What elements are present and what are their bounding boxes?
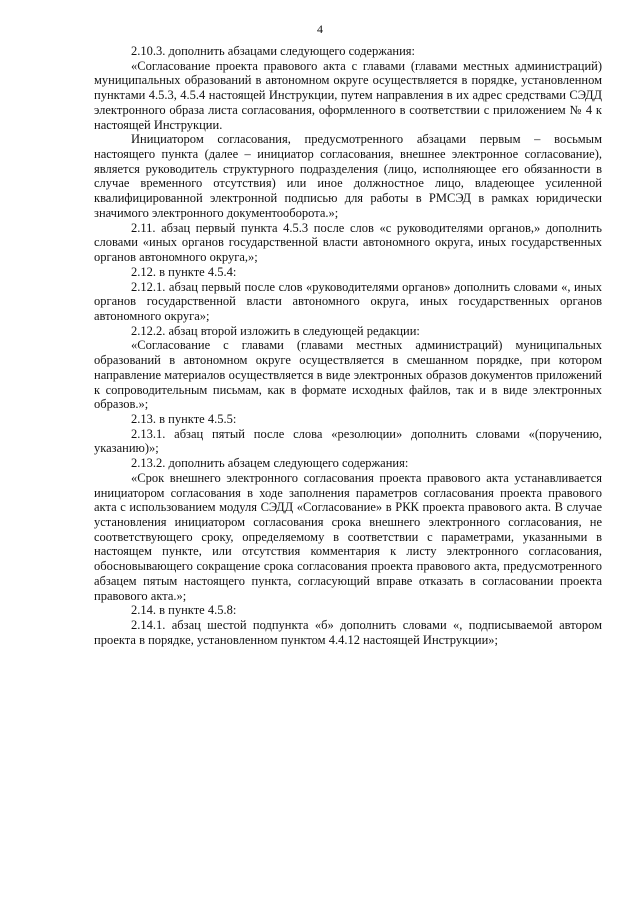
paragraph: «Согласование проекта правового акта с главами (главами местных администраций) муниципальных образований в автономном округе осуществляется в порядке, установленном пунктами 4.5.3, 4.5.4 настоящей Инструкции, путем направления в их адрес средствами СЭДД электронного образа листа согласования, оформленного в соответствии с приложением № 4 к настоящей Инструкции. xyxy=(94,58,602,132)
document-body xyxy=(94,44,602,647)
paragraph: 2.12.1. абзац первый после слов «руководителями органов» дополнить словами «, иных органов государственной власти автономного округа, иных государственных органов автономного округа»; xyxy=(94,279,602,323)
page-number: 4 xyxy=(317,22,323,36)
paragraph: 2.13.2. дополнить абзацем следующего содержания: xyxy=(131,456,409,471)
paragraph: 2.14. в пункте 4.5.8: xyxy=(131,603,237,618)
paragraph: 2.13. в пункте 4.5.5: xyxy=(131,411,237,426)
paragraph: Инициатором согласования, предусмотренного абзацами первым – восьмым настоящего пункта (далее – инициатор согласования, внешнее электронное согласование), является руководитель структурного подразделения (лицо, исполняющее его обязанности в случае временного отсутствия) или иное должностное лицо, владеющее усиленной квалифицированной электронной подписью для работы в РМСЭД в рамках юридически значимого электронного документооборота.»; xyxy=(94,132,602,220)
paragraph: 2.10.3. дополнить абзацами следующего содержания: xyxy=(131,44,416,58)
paragraph: 2.11. абзац первый пункта 4.5.3 после слов «с руководителями органов,» дополнить словами «иных органов государственной власти автономного округа, иных государственных органов автономного округа,»; xyxy=(94,220,602,265)
paragraph: 2.14.1. абзац шестой подпункта «б» дополнить словами «, подписываемой автором проекта в порядке, установленном пунктом 4.4.12 настоящей Инструкции»; xyxy=(94,618,602,647)
paragraph: «Согласование с главами (главами местных администраций) муниципальных образований в автономном округе осуществляется в смешанном порядке, при котором направление материалов осуществляется в виде электронных образов документов приложений к сопроводительным письмам, как в формате исходных файлов, так и в виде электронных образов.»; xyxy=(94,338,602,412)
paragraph: 2.12.2. абзац второй изложить в следующей редакции: xyxy=(131,323,420,338)
paragraph: 2.13.1. абзац пятый после слова «резолюции» дополнить словами «(поручению, указанию)»; xyxy=(94,426,602,456)
paragraph: 2.12. в пункте 4.5.4: xyxy=(131,264,237,279)
paragraph: «Срок внешнего электронного согласования проекта правового акта устанавливается инициатором согласования в ходе заполнения параметров согласования проекта правового акта с использованием модуля СЭДД «Согласование» в РКК проекта правового акта. В случае установления инициатором согласования срока внешнего электронного согласования, не соответствующего сроку, определяемому в соответствии с параметрами, указанными в настоящем пункте, или отсутствия комментария к листу электронного согласования, обосновывающего сокращение срока согласования проекта правового акта, предусмотренного абзацем пятым настоящего пункта, согласующий вправе отказать в согласовании проекта правового акта.»; xyxy=(94,470,602,603)
